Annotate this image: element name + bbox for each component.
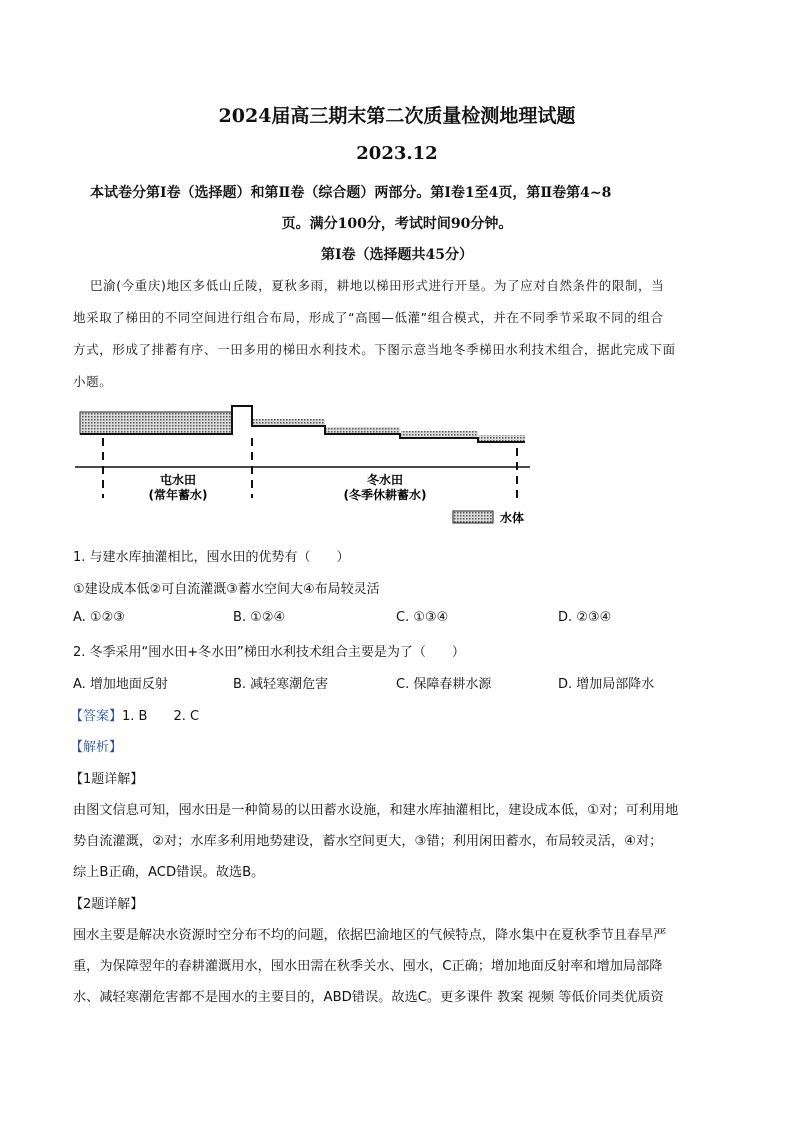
detail-2-line-1: 囤水主要是解决水资源时空分布不均的问题，依据巴渝地区的气候特点，降水集中在夏秋季节且春旱严 [73,928,667,943]
question-1-option-d: D. ②③④ [558,610,612,625]
terrace-diagram [70,398,550,530]
material-line-3: 方式，形成了排蓄有序、一田多用的梯田水利技术。下图示意当地冬季梯田水利技术组合，据此完成下面 [73,342,676,357]
detail-2-label: 【2题详解】 [70,897,144,912]
question-2-option-c: C. 保障春耕水源 [396,677,492,692]
exam-intro-line-1: 本试卷分第Ⅰ卷（选择题）和第Ⅱ卷（综合题）两部分。第Ⅰ卷1至4页，第Ⅱ卷第4~8 [90,185,612,201]
answer-text: 1. B 2. C [122,709,200,724]
answer-row [70,705,199,724]
answer-label: 【答案】 [70,709,123,724]
detail-2-line-2: 重，为保障翌年的春耕灌溉用水，囤水田需在秋季关水、囤水，C正确；增加地面反射率和增加局部降 [73,959,663,974]
exam-intro-line-2: 页。满分100分，考试时间90分钟。 [281,216,513,232]
water-strip-3 [401,431,478,437]
material-line-2: 地采取了梯田的不同空间进行组合布局，形成了“高囤—低灌”组合模式，并在不同季节采取不同的组合 [73,310,664,325]
water-strip-2 [326,427,400,433]
label-right: 冬水田 [366,473,404,487]
question-1-stem: 1. 与建水库抽灌相比，囤水田的优势有（ ） [73,550,350,565]
material-line-1: 巴渝(今重庆)地区多低山丘陵，夏秋多雨，耕地以梯田形式进行开垦。为了应对自然条件的限制，当 [90,278,665,293]
question-2-option-d: D. 增加局部降水 [558,677,655,692]
question-2-option-b: B. 减轻寒潮危害 [233,677,329,692]
legend-label: 水体 [500,511,525,525]
question-1-option-a: A. ①②③ [73,610,125,625]
label-left: 屯水田 [159,473,197,487]
detail-1-line-2: 势自流灌溉，②对；水库多利用地势建设，蓄水空间更大，③错；利用闲田蓄水，布局较灵活，④对； [73,834,663,849]
water-strip-1 [253,419,325,425]
section-title: 第Ⅰ卷（选择题共45分） [320,247,474,263]
left-water-body [80,412,232,434]
detail-2-line-3: 水、减轻寒潮危害都不是囤水的主要目的，ABD错误。故选C。更多课件 教案 视频 等低价同类优质资 [73,990,664,1005]
page-title: 2024届高三期末第二次质量检测地理试题 [218,105,576,127]
analysis-label: 【解析】 [70,740,123,755]
water-strip-4 [479,435,525,441]
question-2-option-a: A. 增加地面反射 [73,677,168,692]
material-line-4: 小题。 [73,374,113,389]
legend-swatch [453,511,493,523]
question-1-option-c: C. ①③④ [396,610,449,625]
question-1-statements: ①建设成本低②可自流灌溉③蓄水空间大④布局较灵活 [73,582,380,597]
detail-1-label: 【1题详解】 [70,772,144,787]
label-right-sub: (冬季休耕蓄水) [343,488,427,502]
label-left-sub: (常年蓄水) [148,488,208,502]
question-1-option-b: B. ①②④ [233,610,286,625]
detail-1-line-1: 由图文信息可知，囤水田是一种简易的以田蓄水设施，和建水库抽灌相比，建设成本低，①对；可利用地 [73,803,679,818]
exam-date: 2023.12 [356,143,438,164]
question-2-stem: 2. 冬季采用“囤水田+冬水田”梯田水利技术组合主要是为了（ ） [73,645,465,660]
detail-1-line-3: 综上B正确，ACD错误。故选B。 [73,865,265,880]
